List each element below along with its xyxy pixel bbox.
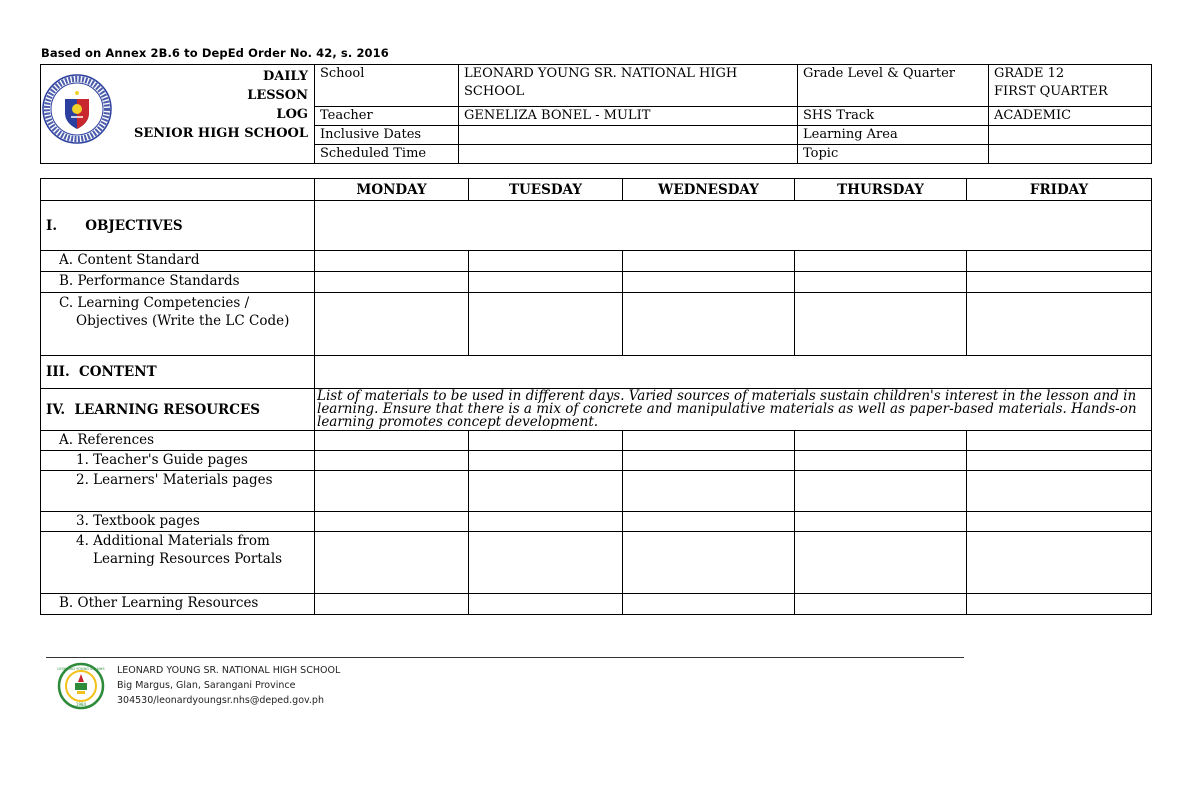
cell-wednesday[interactable] (623, 594, 795, 615)
cell-tuesday[interactable] (469, 471, 623, 512)
header-info-table (40, 64, 1152, 164)
cell-friday[interactable] (967, 471, 1152, 512)
cell-thursday[interactable] (795, 512, 967, 532)
footer-school-info (117, 663, 340, 708)
footer-address: Big Margus, Glan, Sarangani Province (117, 680, 296, 691)
cell-thursday[interactable] (795, 532, 967, 594)
dates-label: Inclusive Dates (315, 126, 459, 145)
cell-friday[interactable] (967, 293, 1152, 356)
cell-thursday[interactable] (795, 431, 967, 451)
content-standard-label: A. Content Standard (41, 251, 315, 272)
deped-seal-icon (41, 73, 113, 145)
content-heading: III. CONTENT (41, 356, 315, 389)
cell-monday[interactable] (315, 251, 469, 272)
cell-tuesday[interactable] (469, 512, 623, 532)
title-line: LOG (276, 107, 308, 122)
learning-resources-heading: IV. LEARNING RESOURCES (41, 389, 315, 431)
time-value[interactable] (459, 145, 798, 164)
school-label: School (315, 65, 459, 107)
cell-monday[interactable] (315, 471, 469, 512)
additional-line-1: 4. Additional Materials from (76, 533, 270, 549)
cell-thursday[interactable] (795, 251, 967, 272)
dll-title (134, 67, 308, 143)
cell-thursday[interactable] (795, 451, 967, 471)
corner-cell (41, 179, 315, 201)
cell-wednesday[interactable] (623, 251, 795, 272)
cell-monday[interactable] (315, 532, 469, 594)
cell-wednesday[interactable] (623, 532, 795, 594)
seal-lettering: LEONARD YOUNG SR. NHS (57, 667, 105, 671)
additional-line-2: Learning Resources Portals (93, 551, 283, 567)
lesson-log-table (40, 178, 1152, 615)
area-value[interactable] (989, 126, 1152, 145)
school-seal-icon (56, 662, 106, 710)
footer-divider (46, 657, 964, 658)
day-header-tuesday: TUESDAY (469, 179, 623, 201)
learning-resources-note[interactable]: List of materials to be used in different days. Varied sources of materials sustain children's interest in the lesson and in learning. Ensure that there is a mix of concrete and manipulative materials as well as paper-based materials. Hands-on learning promotes concept development. (315, 389, 1152, 431)
cell-monday[interactable] (315, 293, 469, 356)
cell-friday[interactable] (967, 431, 1152, 451)
competencies-line-1: C. Learning Competencies / (59, 295, 250, 311)
textbook-label: 3. Textbook pages (41, 512, 315, 532)
grade-value[interactable] (989, 65, 1152, 107)
content-cell[interactable] (315, 356, 1152, 389)
cell-tuesday[interactable] (469, 431, 623, 451)
school-value[interactable]: LEONARD YOUNG SR. NATIONAL HIGH SCHOOL (459, 65, 798, 107)
other-resources-label: B. Other Learning Resources (41, 594, 315, 615)
cell-thursday[interactable] (795, 471, 967, 512)
cell-wednesday[interactable] (623, 431, 795, 451)
cell-wednesday[interactable] (623, 451, 795, 471)
teacher-value[interactable]: GENELIZA BONEL - MULIT (459, 107, 798, 126)
header-logo-title-cell (41, 65, 315, 164)
cell-tuesday[interactable] (469, 251, 623, 272)
references-label: A. References (41, 431, 315, 451)
cell-tuesday[interactable] (469, 532, 623, 594)
cell-thursday[interactable] (795, 594, 967, 615)
cell-monday[interactable] (315, 431, 469, 451)
cell-friday[interactable] (967, 451, 1152, 471)
cell-monday[interactable] (315, 512, 469, 532)
track-label: SHS Track (798, 107, 989, 126)
cell-tuesday[interactable] (469, 451, 623, 471)
cell-thursday[interactable] (795, 293, 967, 356)
time-label: Scheduled Time (315, 145, 459, 164)
cell-wednesday[interactable] (623, 293, 795, 356)
learners-materials-label: 2. Learners' Materials pages (41, 471, 315, 512)
title-line: SENIOR HIGH SCHOOL (134, 126, 308, 141)
additional-materials-label (41, 532, 315, 594)
teacher-label: Teacher (315, 107, 459, 126)
cell-friday[interactable] (967, 251, 1152, 272)
cell-thursday[interactable] (795, 272, 967, 293)
title-line: LESSON (247, 88, 308, 103)
cell-friday[interactable] (967, 272, 1152, 293)
cell-tuesday[interactable] (469, 293, 623, 356)
cell-tuesday[interactable] (469, 272, 623, 293)
day-header-wednesday: WEDNESDAY (623, 179, 795, 201)
area-label: Learning Area (798, 126, 989, 145)
cell-friday[interactable] (967, 512, 1152, 532)
cell-monday[interactable] (315, 272, 469, 293)
cell-tuesday[interactable] (469, 594, 623, 615)
day-header-thursday: THURSDAY (795, 179, 967, 201)
topic-value[interactable] (989, 145, 1152, 164)
footer-school-name: LEONARD YOUNG SR. NATIONAL HIGH SCHOOL (117, 665, 341, 676)
competencies-line-2: Objectives (Write the LC Code) (76, 313, 290, 329)
performance-standards-label: B. Performance Standards (41, 272, 315, 293)
cell-monday[interactable] (315, 451, 469, 471)
title-line: DAILY (262, 69, 308, 84)
learning-competencies-label (41, 293, 315, 356)
day-header-friday: FRIDAY (967, 179, 1152, 201)
cell-friday[interactable] (967, 532, 1152, 594)
teachers-guide-label: 1. Teacher's Guide pages (41, 451, 315, 471)
objectives-cell[interactable] (315, 201, 1152, 251)
topic-label: Topic (798, 145, 989, 164)
annex-reference: Based on Annex 2B.6 to DepEd Order No. 42, s. 2016 (41, 46, 389, 60)
quarter: FIRST QUARTER (994, 84, 1108, 99)
day-header-monday: MONDAY (315, 179, 469, 201)
cell-wednesday[interactable] (623, 471, 795, 512)
track-value[interactable]: ACADEMIC (989, 107, 1152, 126)
grade-level: GRADE 12 (994, 66, 1065, 81)
cell-wednesday[interactable] (623, 272, 795, 293)
objectives-heading: I. OBJECTIVES (41, 201, 315, 251)
cell-monday[interactable] (315, 594, 469, 615)
cell-wednesday[interactable] (623, 512, 795, 532)
grade-label: Grade Level & Quarter (798, 65, 989, 107)
seal-year: 1984 (75, 702, 87, 707)
footer-contact[interactable]: 304530/leonardyoungsr.nhs@deped.gov.ph (117, 695, 324, 706)
cell-friday[interactable] (967, 594, 1152, 615)
dates-value[interactable] (459, 126, 798, 145)
